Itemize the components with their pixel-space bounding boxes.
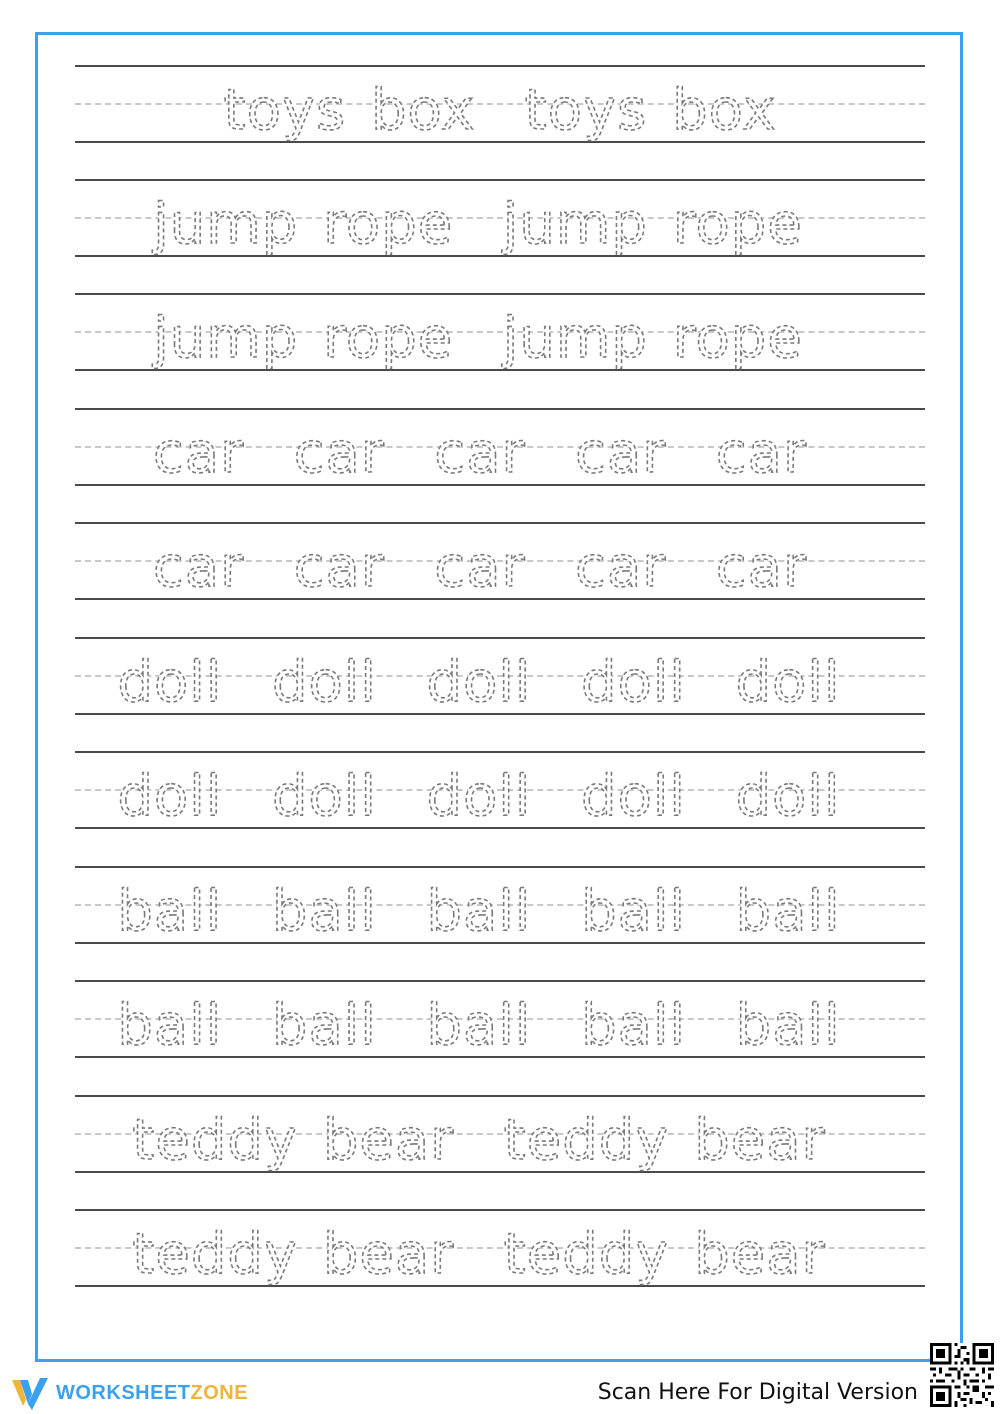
brand-name: [56, 1382, 248, 1405]
writing-row: [75, 408, 925, 485]
trace-words: [75, 299, 925, 369]
trace-text: jump rope jump rope: [153, 192, 803, 257]
trace-text: doll doll doll doll doll: [117, 764, 841, 829]
trace-text: ball ball ball ball ball: [117, 993, 841, 1058]
top-line: [75, 65, 925, 67]
writing-row: [75, 522, 925, 599]
trace-text: car car car car car: [152, 535, 808, 600]
top-line: [75, 408, 925, 410]
top-line: [75, 980, 925, 982]
trace-words: [75, 528, 925, 598]
writing-row: [75, 637, 925, 714]
trace-words: [75, 1215, 925, 1285]
trace-text: doll doll doll doll doll: [117, 650, 841, 715]
brand-name-part2: ZONE: [190, 1381, 249, 1404]
brand-name-part1: WORKSHEET: [56, 1381, 191, 1404]
trace-text: teddy bear teddy bear: [132, 1222, 826, 1287]
top-line: [75, 522, 925, 524]
trace-words: [75, 872, 925, 942]
brand-logo[interactable]: [10, 1376, 248, 1410]
top-line: [75, 751, 925, 753]
scan-label: Scan Here For Digital Version: [597, 1380, 918, 1405]
writing-row: [75, 1209, 925, 1286]
writing-row: [75, 65, 925, 142]
trace-words: [75, 757, 925, 827]
trace-words: [75, 643, 925, 713]
top-line: [75, 293, 925, 295]
top-line: [75, 637, 925, 639]
trace-words: [75, 71, 925, 141]
writing-row: [75, 293, 925, 370]
trace-words: [75, 986, 925, 1056]
trace-text: jump rope jump rope: [153, 306, 803, 371]
top-line: [75, 866, 925, 868]
trace-text: toys box toys box: [223, 78, 777, 143]
trace-text: teddy bear teddy bear: [132, 1108, 826, 1173]
writing-row: [75, 751, 925, 828]
trace-words: [75, 185, 925, 255]
trace-words: [75, 414, 925, 484]
trace-text: ball ball ball ball ball: [117, 879, 841, 944]
top-line: [75, 1095, 925, 1097]
top-line: [75, 1209, 925, 1211]
trace-text: car car car car car: [152, 421, 808, 486]
writing-row: [75, 1095, 925, 1172]
writing-row: [75, 980, 925, 1057]
qr-code-icon[interactable]: [930, 1343, 994, 1407]
writing-row: [75, 179, 925, 256]
worksheetzone-logo-icon: [10, 1376, 50, 1410]
top-line: [75, 179, 925, 181]
trace-words: [75, 1101, 925, 1171]
writing-row: [75, 866, 925, 943]
